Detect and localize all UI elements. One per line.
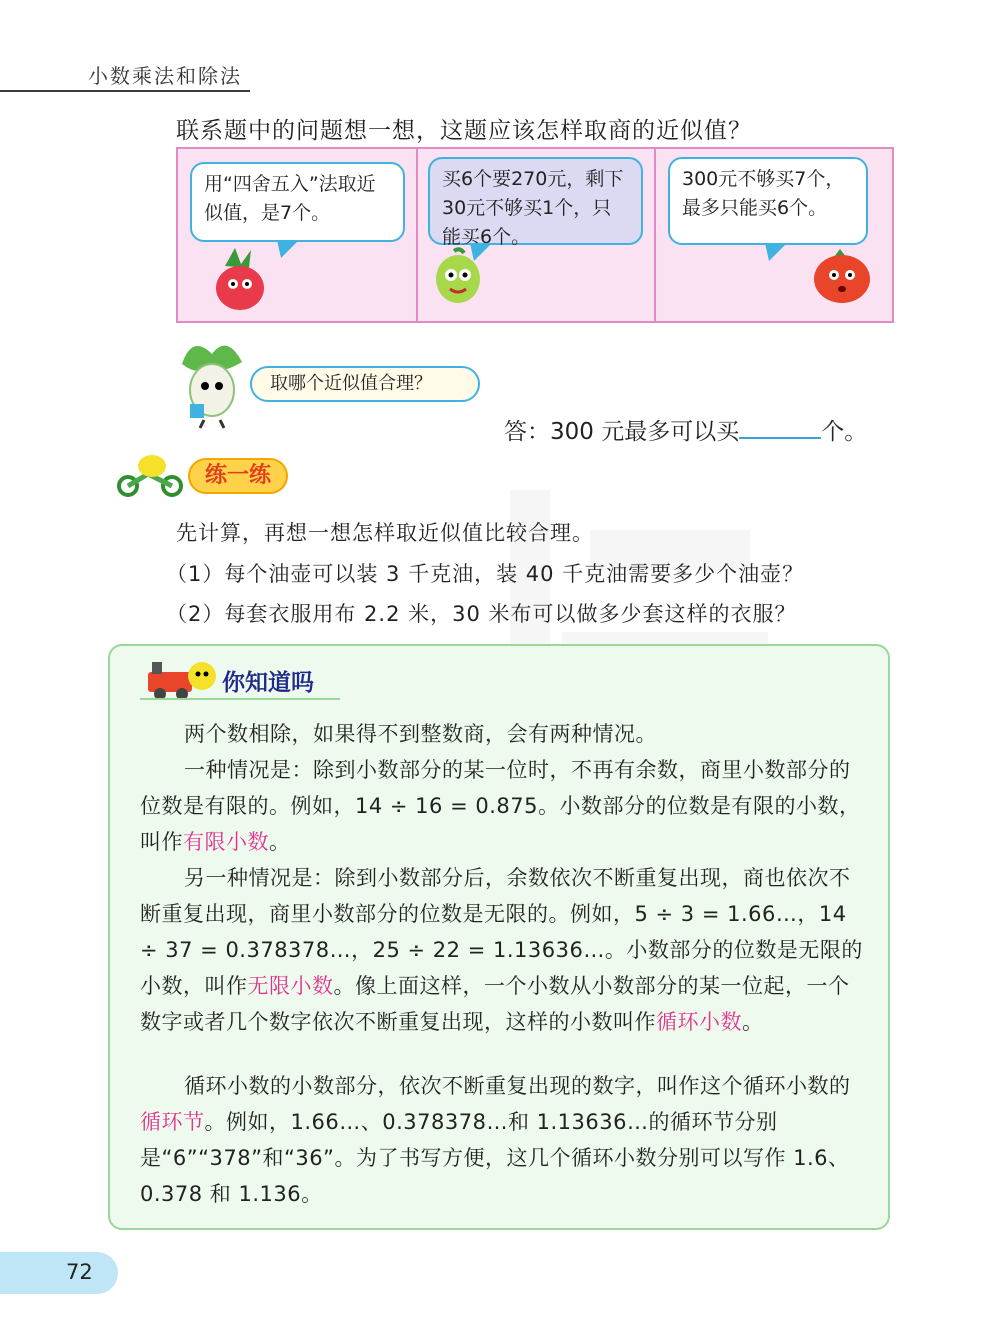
practice-label: 练一练 [188, 458, 288, 494]
question-text: 联系题中的问题想一想，这题应该怎样取商的近似值？ [176, 118, 752, 144]
paragraph-4 [140, 1068, 865, 1212]
bubble-tail [765, 243, 787, 261]
pepper-character-icon [426, 247, 490, 307]
panel-divider [416, 149, 418, 321]
header-rule [0, 90, 250, 92]
term-repetend: 循环节 [140, 1110, 205, 1134]
speech-bubble-text: 300元不够买7个，最多只能买6个。 [682, 168, 845, 219]
page-number: 72 [66, 1260, 93, 1284]
paragraph-text: 另一种情况是：除到小数部分后，余数依次不断重复出现，商也依次不断重复出现，商里小数部分的位数是无限的。例如，5 ÷ 3 = 1.66…，14 ÷ 37 = 0.378378…，25 ÷ 22 = 1.13636…。小数部分的位数是无限的小数，叫作 [140, 866, 863, 998]
answer-suffix: 个。 [821, 419, 868, 445]
paragraph-1 [140, 716, 865, 752]
term-finite-decimal: 有限小数 [183, 830, 269, 854]
practice-intro: 先计算，再想一想怎样取近似值比较合理。 [176, 521, 594, 545]
answer-line [504, 413, 867, 446]
did-you-know-title: 你知道吗 [222, 670, 314, 696]
tomato-character-icon [800, 247, 880, 307]
practice-item-2: （2）每套衣服用布 2.2 米，30 米布可以做多少套这样的衣服？ [166, 602, 797, 626]
speech-bubble-2 [428, 157, 643, 248]
paragraph-text: 。 [269, 830, 291, 854]
panel-divider [654, 149, 656, 321]
speech-bubble-3 [668, 157, 868, 245]
speech-bubble-text: 用“四舍五入”法取近似值，是7个。 [204, 173, 376, 224]
ask-bubble: 取哪个近似值合理？ [250, 366, 480, 402]
motorcycle-lemon-icon [112, 452, 188, 498]
answer-prefix: 答：300 元最多可以买 [504, 419, 740, 445]
paragraph-text: 循环小数的小数部分，依次不断重复出现的数字，叫作这个循环小数的 [184, 1074, 851, 1098]
title-underline [140, 698, 340, 700]
paragraph-3 [140, 860, 865, 1040]
page-number-tab [0, 1252, 118, 1294]
section-header-title: 小数乘法和除法 [88, 64, 242, 88]
paragraph-text: 一种情况是：除到小数部分的某一位时，不再有余数，商里小数部分的位数是有限的。例如，14 ÷ 16 = 0.875。小数部分的位数是有限的小数，叫作 [140, 758, 861, 854]
term-infinite-decimal: 无限小数 [247, 974, 334, 998]
train-character-icon [142, 654, 222, 702]
practice-item-1: （1）每个油壶可以装 3 千克油，装 40 千克油需要多少个油壶？ [166, 562, 805, 586]
paragraph-2 [140, 752, 865, 860]
bubble-tail [277, 240, 299, 258]
speech-bubble-1 [190, 162, 405, 242]
speech-bubble-text: 买6个要270元，剩下30元不够买1个，只能买6个。 [442, 168, 624, 248]
cabbage-character-icon [172, 334, 250, 430]
answer-blank [739, 415, 821, 439]
term-repeating-decimal: 循环小数 [656, 1010, 742, 1034]
paragraph-text: 。 [742, 1010, 764, 1034]
paragraph-text: 两个数相除，如果得不到整数商，会有两种情况。 [184, 722, 657, 746]
radish-character-icon [205, 246, 275, 316]
paragraph-text: 。像上面这样，一个小数从小数部分的某一位起，一个数字或者几个数字依次不断重复出现，这样的小数叫作 [140, 974, 850, 1034]
paragraph-text: 。例如，1.66…、0.378378…和 1.13636…的循环节分别是“6”“378”和“36”。为了书写方便，这几个循环小数分别可以写作 1.6、0.378 和 1.136。 [140, 1110, 850, 1206]
